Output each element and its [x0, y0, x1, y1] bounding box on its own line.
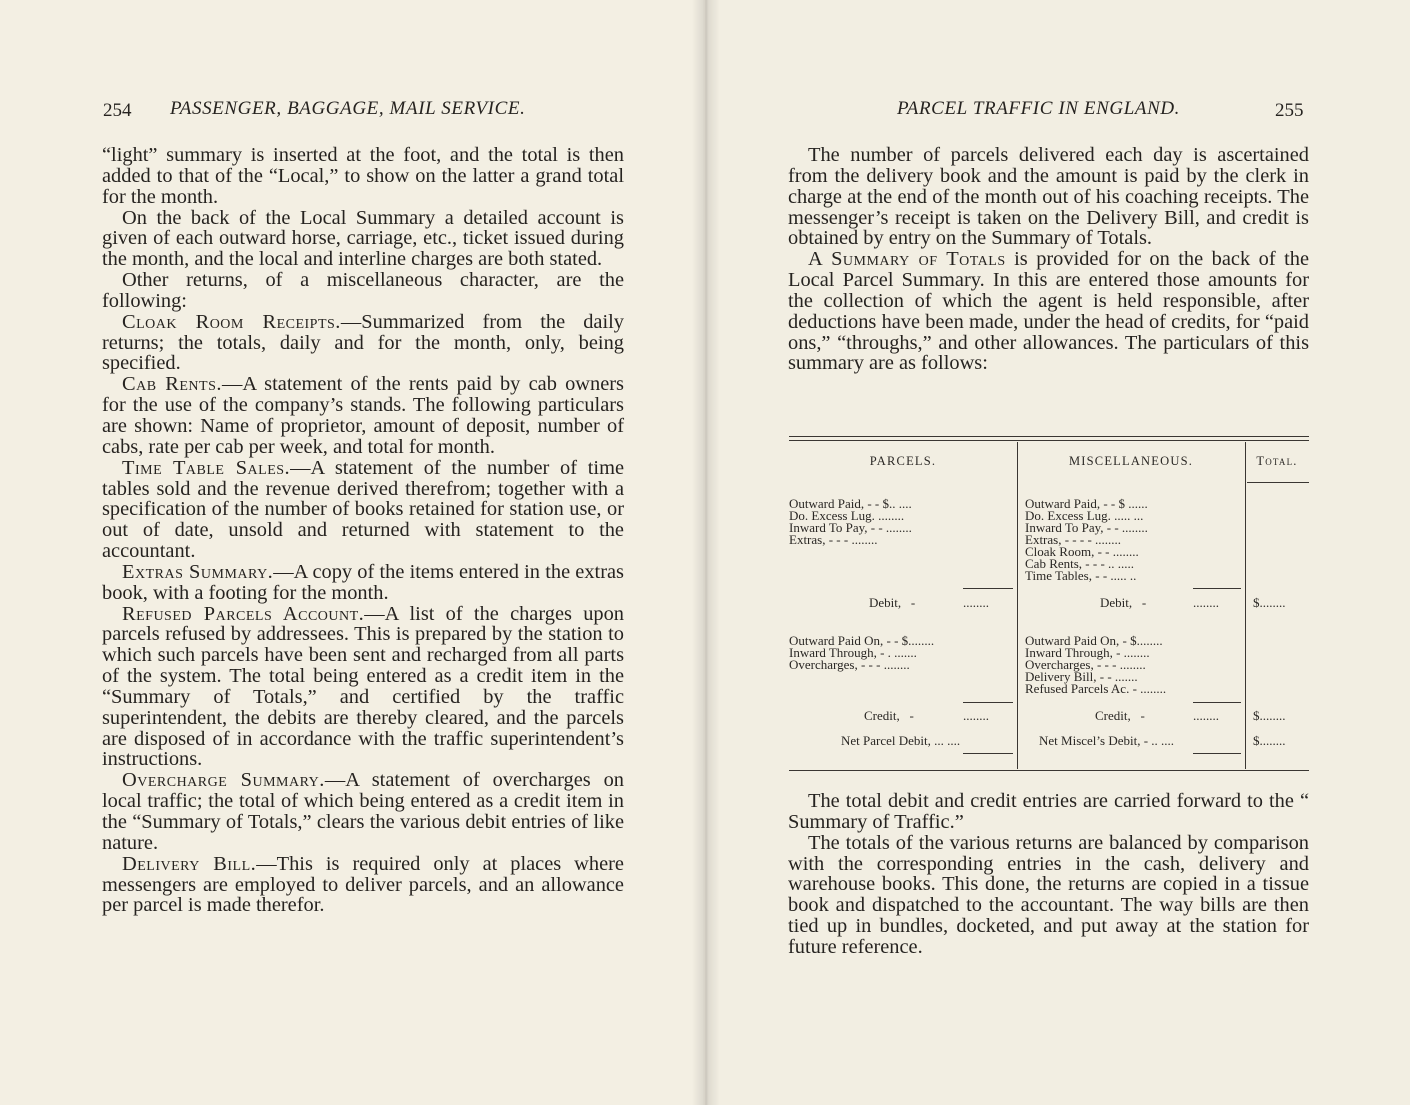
running-head-left: PASSENGER, BAGGAGE, MAIL SERVICE. — [170, 98, 526, 119]
parcels-debit-item: Outward Paid, - - $.. .... — [789, 496, 912, 511]
misc-credit-item: Outward Paid On, - $........ — [1025, 633, 1163, 648]
section-body: —A statement of the rents paid by cab owners for the use of the company’s stands. The following particulars are shown: Name of proprietor, amount of deposit, number of cabs, rate per cab per week, and total for month. — [102, 373, 624, 458]
sum-rule — [1193, 702, 1241, 703]
paragraph: Other returns, of a miscellaneous character, are the following: — [102, 269, 624, 312]
section-delivery-bill — [102, 854, 624, 917]
sum-rule — [1193, 588, 1241, 589]
section-heading: Time Table Sales. — [122, 456, 291, 479]
paragraph: The number of parcels delivered each day is ascertained from the delivery book and the amount is paid by the clerk in charge at the end of the month out of his coaching receipts. The messenger’s receipt is taken on the Delivery Bill, and credit is obtained by entry on the Summary of Totals. — [788, 144, 1309, 250]
net-parcel-debit: Net Parcel Debit, ... .... — [841, 733, 961, 748]
parcels-debit-label: Debit, - — [869, 595, 916, 610]
misc-credit-label: Credit, - — [1095, 708, 1145, 723]
misc-debit-amount: ........ — [1193, 595, 1219, 610]
paragraph: A Summary of Totals is provided for on the back of the Local Parcel Summary. In this are entered those amounts for the collection of which the agent is held responsible, after deductions have been made, under the head of credits, for “paid ons,” “throughs,” and other allowances. The particulars of this summary are as follows: — [788, 248, 1309, 375]
header-parcels: PARCELS. — [869, 454, 937, 468]
section-body: —A statement of the number of time tables sold and the revenue derived therefrom; together with a specification of the number of books retained for station use, or out of date, unsold and returned with statement to the accountant. — [102, 456, 625, 563]
parcels-debit-item: Inward To Pay, - - ........ — [789, 520, 912, 535]
total-net-debit: $........ — [1253, 733, 1286, 748]
summary-of-totals-table — [789, 436, 1309, 772]
parcels-credit-item: Inward Through, - . ....... — [789, 645, 917, 660]
parcels-debit-item: Do. Excess Lug. ........ — [789, 508, 905, 523]
section-body: —A statement of overcharges on local traffic; the total of which being entered as a credit item in the “Summary of Totals,” clears the various debit entries of like nature. — [102, 769, 624, 854]
section-extras — [102, 562, 624, 604]
misc-credit-item: Delivery Bill, - - ....... — [1025, 669, 1138, 684]
right-page-text-bottom — [788, 791, 1309, 958]
section-cloak-room — [102, 312, 624, 375]
misc-debit-item: Time Tables, - - ..... .. — [1025, 568, 1137, 583]
parcels-credit-item: Outward Paid On, - - $........ — [789, 633, 935, 648]
section-heading: Cloak Room Receipts. — [122, 310, 341, 333]
table-bottom-rule — [789, 770, 1309, 771]
column-divider — [1017, 442, 1018, 769]
misc-debit-item: Extras, - - - - ........ — [1025, 532, 1122, 547]
misc-credit-item: Refused Parcels Ac. - ........ — [1025, 681, 1167, 696]
paragraph: The totals of the various returns are balanced by comparison with the corresponding entries in the cash, delivery and warehouse books. This done, the returns are copied in a tissue book and dispatched to the accountant. The way bills are then tied up in bundles, docketed, and put away at the station for future reference. — [788, 831, 1309, 958]
sum-rule — [963, 753, 1013, 754]
section-heading: Cab Rents. — [122, 373, 222, 396]
table-top-rule — [789, 440, 1309, 441]
paragraph: “light” summary is inserted at the foot, and the total is then added to that of the “Local,” to show on the latter a grand total for the month. — [102, 144, 624, 208]
page-number-right: 255 — [1275, 100, 1304, 121]
section-time-table — [102, 458, 624, 562]
section-body: —A list of the charges upon parcels refused by addressees. This is prepared by the station to which such parcels have been sent and recharged from all parts of the system. The total being entered as a credit item in the “Summary of Totals,” and certified by the traffic superintendent, the debits are thereby cleared, and the parcels are disposed of in accordance with the traffic superintendent’s instructions. — [102, 602, 624, 771]
misc-debit-item: Inward To Pay, - - ........ — [1025, 520, 1148, 535]
sum-rule — [963, 588, 1013, 589]
paragraph: The total debit and credit entries are carried forward to the “ Summary of Traffic.” — [788, 790, 1309, 833]
total-credit: $........ — [1253, 708, 1286, 723]
header-miscellaneous: MISCELLANEOUS. — [1068, 454, 1194, 468]
section-refused-parcels — [102, 604, 624, 771]
sum-rule — [1193, 753, 1241, 754]
total-header-rule — [1247, 482, 1309, 483]
sum-rule — [963, 702, 1013, 703]
misc-debit-item: Cloak Room, - - ........ — [1025, 544, 1139, 559]
page-number-left: 254 — [103, 100, 132, 121]
misc-credit-item: Inward Through, - ........ — [1025, 645, 1150, 660]
misc-debit-item: Outward Paid, - - $ ...... — [1025, 496, 1148, 511]
section-body: —This is required only at places where messengers are employed to deliver parcels, and an allowance per parcel is made therefor. — [102, 852, 624, 917]
parcels-credit-item: Overcharges, - - - ........ — [789, 657, 910, 672]
misc-credit-amount: ........ — [1193, 708, 1219, 723]
section-heading: Overcharge Summary. — [122, 769, 325, 792]
paragraph: On the back of the Local Summary a detailed account is given of each outward horse, carriage, etc., ticket issued during the month, and the local and interline charges are both stated. — [102, 206, 624, 271]
section-body: —A copy of the items entered in the extras book, with a footing for the month. — [102, 560, 624, 604]
misc-debit-item: Cab Rents, - - - .. ..... — [1025, 556, 1135, 571]
column-divider — [1245, 442, 1246, 769]
section-cab-rents — [102, 374, 624, 457]
header-total: Total. — [1256, 454, 1298, 468]
net-misc-debit: Net Miscel’s Debit, - .. .... — [1039, 733, 1175, 748]
parcels-debit-amount: ........ — [963, 595, 989, 610]
left-page-text — [102, 145, 624, 916]
section-heading: Delivery Bill. — [122, 852, 257, 875]
section-body: —Summarized from the daily returns; the totals, daily and for the month, only, being specified. — [102, 310, 625, 375]
misc-debit-item: Do. Excess Lug. ..... ... — [1025, 508, 1144, 523]
section-heading: Extras Summary. — [122, 560, 274, 583]
right-page-text-top — [788, 145, 1309, 374]
parcels-debit-item: Extras, - - - ........ — [789, 532, 878, 547]
book-gutter — [692, 0, 720, 1105]
table-top-rule — [789, 436, 1309, 437]
total-debit: $........ — [1253, 595, 1286, 610]
section-overcharge — [102, 770, 624, 853]
section-heading: Refused Parcels Account. — [122, 602, 365, 625]
misc-credit-item: Overcharges, - - - ........ — [1025, 657, 1146, 672]
section-heading: A Summary of Totals — [808, 248, 1006, 271]
parcels-credit-amount: ........ — [963, 708, 989, 723]
running-head-right: PARCEL TRAFFIC IN ENGLAND. — [897, 98, 1181, 119]
misc-debit-label: Debit, - — [1100, 595, 1147, 610]
parcels-credit-label: Credit, - — [864, 708, 914, 723]
